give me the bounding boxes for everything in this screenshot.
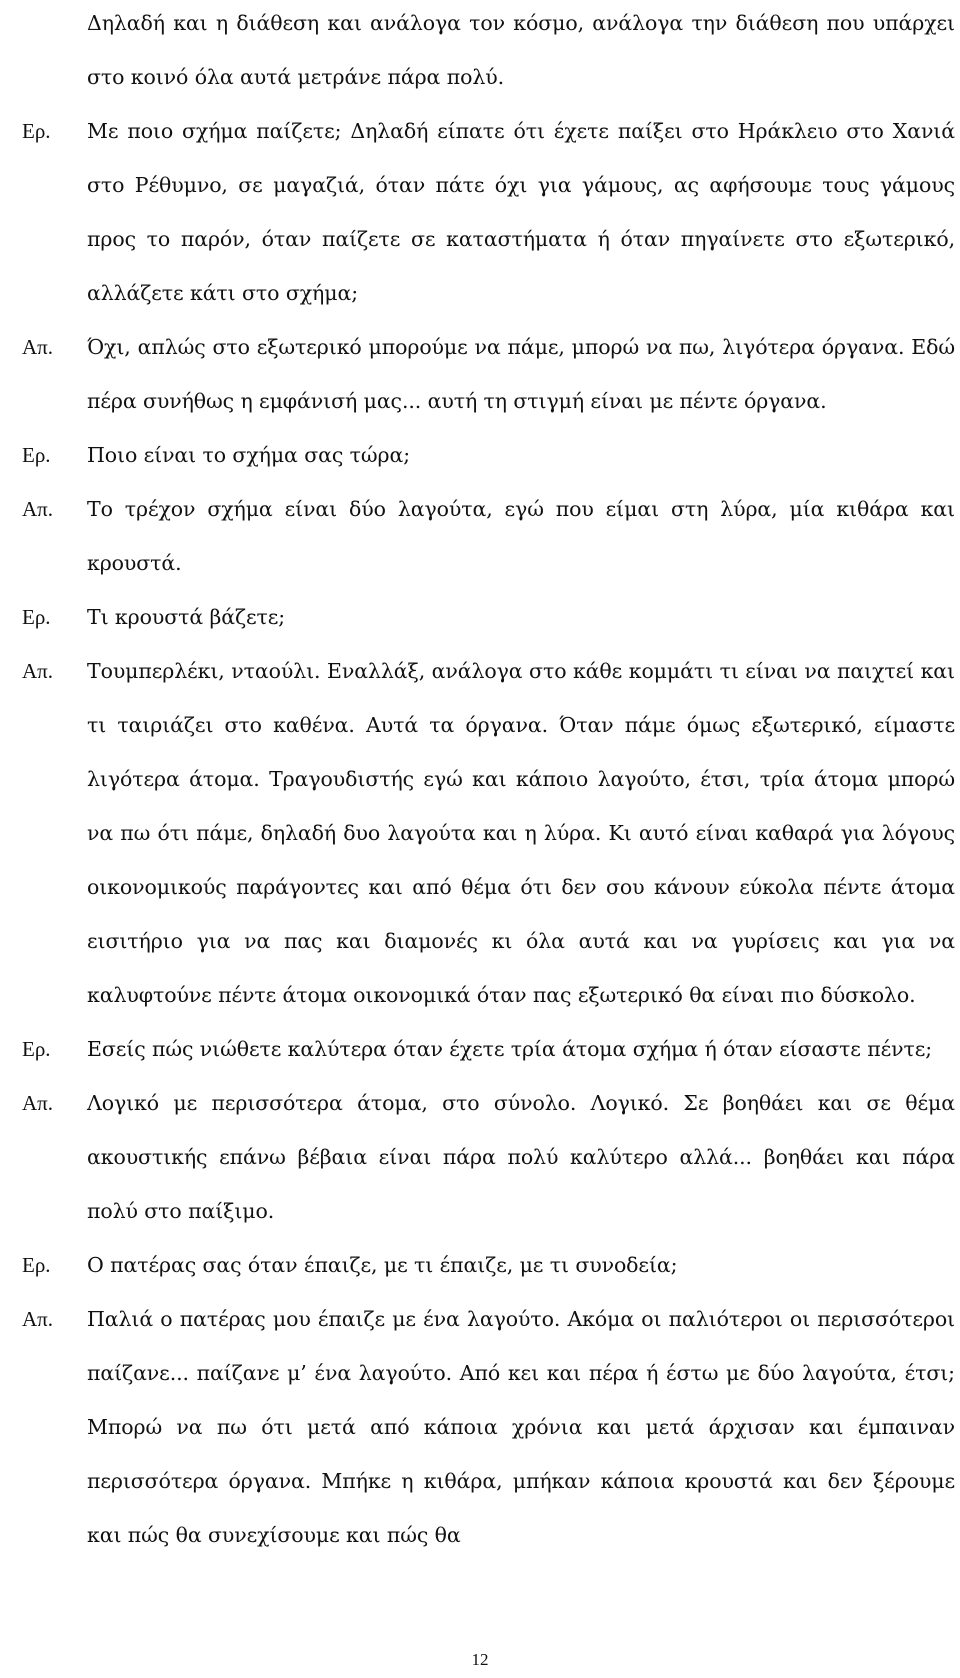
entry-text: Εσείς πώς νιώθετε καλύτερα όταν έχετε τρία άτομα σχήμα ή όταν είσαστε πέντε; — [87, 1037, 933, 1061]
speaker-label: Ερ. — [22, 1037, 51, 1061]
entry-text: Τουμπερλέκι, νταούλι. Εναλλάξ, ανάλογα στο κάθε κομμάτι τι είναι να παιχτεί και τι ταιριάζει στο καθένα. Αυτά τα όργανα. Όταν πάμε όμως εξωτερικό, είμαστε λιγότερα άτομα. Τραγουδιστής εγώ και κάποιο λαγούτο, έτσι, τρία άτομα μπορώ να πω ότι πάμε, δηλαδή δυο λαγούτα και η λύρα. Κι αυτό είναι καθαρά για λόγους οικονομικούς παράγοντες και από θέμα ότι δεν σου κάνουν εύκολα πέντε άτομα εισιτήριο για να πας και διαμονές κι όλα αυτά και να γυρίσεις και για να καλυφτούνε πέντε άτομα οικονομικά όταν πας εξωτερικό θα είναι πιο δύσκολο. — [87, 659, 955, 1007]
transcript-entry — [0, 104, 960, 320]
transcript-entry — [0, 590, 960, 644]
transcript-entry — [0, 1076, 960, 1238]
transcript-entry — [0, 0, 960, 104]
speaker-label: Ερ. — [22, 1253, 51, 1277]
speaker-label: Ερ. — [22, 119, 51, 143]
transcript-entry — [0, 1022, 960, 1076]
speaker-label: Απ. — [22, 497, 54, 521]
entry-text: Δηλαδή και η διάθεση και ανάλογα τον κόσμο, ανάλογα την διάθεση που υπάρχει στο κοινό όλα αυτά μετράνε πάρα πολύ. — [87, 11, 955, 89]
entry-text: Με ποιο σχήμα παίζετε; Δηλαδή είπατε ότι έχετε παίξει στο Ηράκλειο στο Χανιά στο Ρέθυμνο, σε μαγαζιά, όταν πάτε όχι για γάμους, ας αφήσουμε τους γάμους προς το παρόν, όταν παίζετε σε καταστήματα ή όταν πηγαίνετε στο εξωτερικό, αλλάζετε κάτι στο σχήμα; — [87, 119, 955, 305]
page-number: 12 — [471, 1650, 489, 1669]
entry-text: Παλιά ο πατέρας μου έπαιζε με ένα λαγούτο. Ακόμα οι παλιότεροι οι περισσότεροι παίζανε... παίζανε μ’ ένα λαγούτο. Από κει και πέρα ή έστω με δύο λαγούτα, έτσι; Μπορώ να πω ότι μετά από κάποια χρόνια και μετά άρχισαν και έμπαιναν περισσότερα όργανα. Μπήκε η κιθάρα, μπήκαν κάποια κρουστά και δεν ξέρουμε και πώς θα συνεχίσουμε και πώς θα — [87, 1307, 955, 1547]
entry-text: Τι κρουστά βάζετε; — [87, 605, 286, 629]
speaker-label: Ερ. — [22, 443, 51, 467]
transcript-entry — [0, 320, 960, 428]
speaker-label: Απ. — [22, 659, 54, 683]
speaker-label: Απ. — [22, 335, 54, 359]
speaker-label: Ερ. — [22, 605, 51, 629]
transcript-entry — [0, 428, 960, 482]
entry-text: Ποιο είναι το σχήμα σας τώρα; — [87, 443, 411, 467]
transcript-entry — [0, 644, 960, 1022]
entry-text: Το τρέχον σχήμα είναι δύο λαγούτα, εγώ που είμαι στη λύρα, μία κιθάρα και κρουστά. — [87, 497, 955, 575]
transcript-entry — [0, 1238, 960, 1292]
transcript-entry — [0, 482, 960, 590]
speaker-label: Απ. — [22, 1091, 54, 1115]
entry-text: Όχι, απλώς στο εξωτερικό μπορούμε να πάμε, μπορώ να πω, λιγότερα όργανα. Εδώ πέρα συνήθως η εμφάνισή μας... αυτή τη στιγμή είναι με πέντε όργανα. — [87, 335, 955, 413]
speaker-label: Απ. — [22, 1307, 54, 1331]
transcript-entry — [0, 1292, 960, 1562]
entry-text: Ο πατέρας σας όταν έπαιζε, με τι έπαιζε, με τι συνοδεία; — [87, 1253, 678, 1277]
entry-text: Λογικό με περισσότερα άτομα, στο σύνολο. Λογικό. Σε βοηθάει και σε θέμα ακουστικής επάνω βέβαια είναι πάρα πολύ καλύτερο αλλά... βοηθάει και πάρα πολύ στο παίξιμο. — [87, 1091, 955, 1223]
